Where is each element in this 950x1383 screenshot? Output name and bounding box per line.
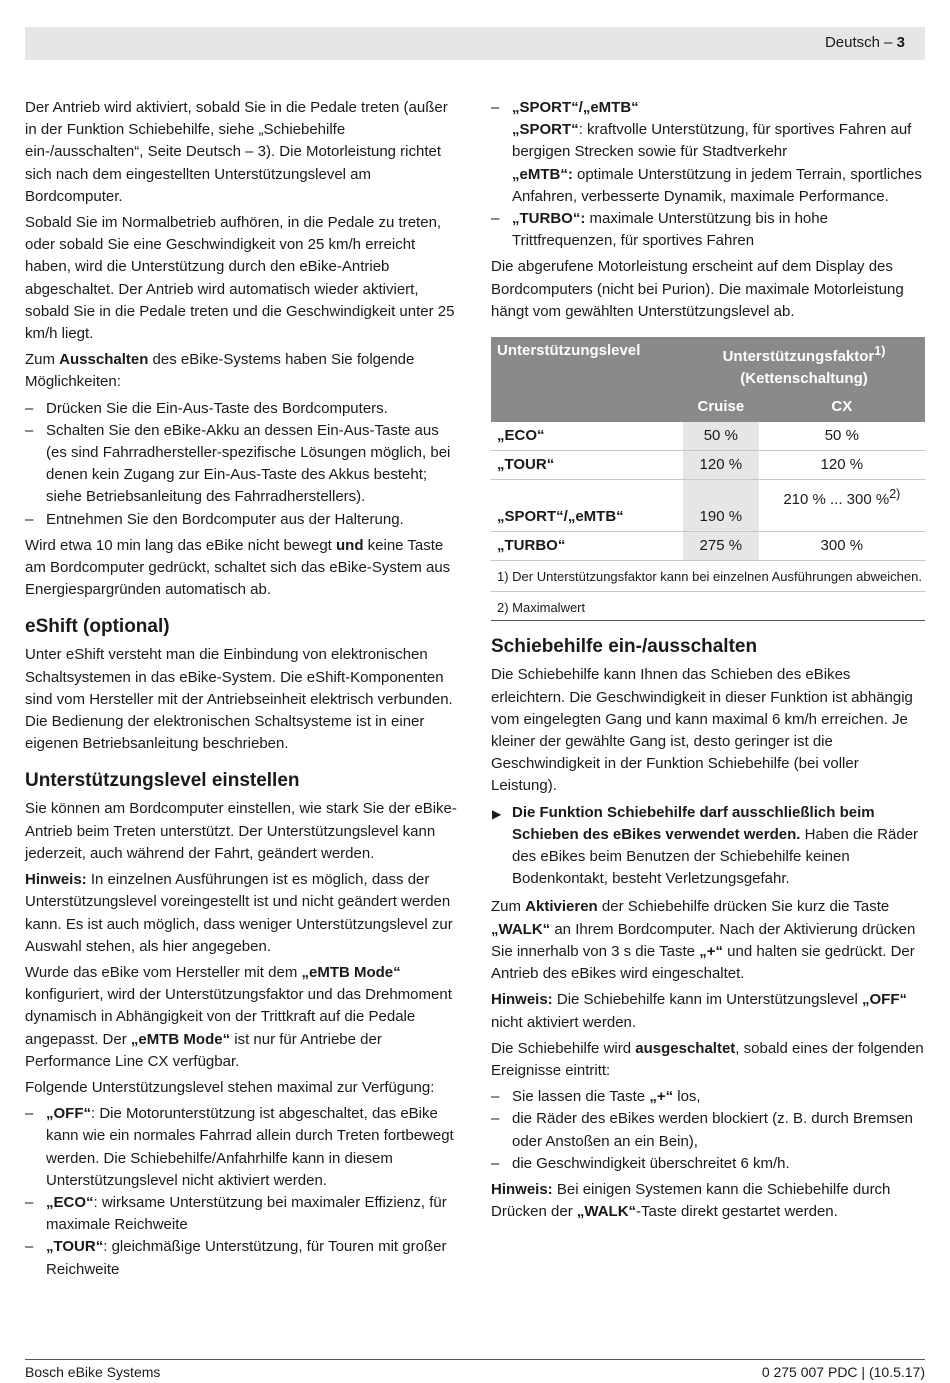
paragraph-push-assistance: Die Schiebehilfe kann Ihnen das Schieben des eBikes erleichtern. Die Geschwindigkeit in dieser Funktion ist abhängig vom eingelegten Gang und kann maximal 6 km/h erreichen. Je kleiner der gewählte Gang ist, desto geringer ist die Geschwindigkeit in der Funktion Schiebehilfe (bei voller Leistung).	[491, 666, 913, 795]
list-item: – Drücken Sie die Ein-Aus-Taste des Bordcomputers.	[25, 398, 457, 420]
text: maximale Unterstützung bis in hohe Trittfrequenzen, für sportives Fahren	[512, 210, 828, 250]
header-sep: –	[879, 34, 897, 51]
header-section: Deutsch	[824, 34, 880, 51]
bold-text: Die Funktion Schiebehilfe darf ausschließlich beim Schieben des eBikes verwendet werden.	[512, 803, 875, 843]
heading-support-level: Unterstützungslevel einstellen	[25, 770, 300, 792]
bold-text: „OFF“	[862, 991, 908, 1009]
table-row	[491, 532, 925, 561]
text: keine Taste am Bordcomputer gedrückt, schaltet sich das eBike-System aus Energiespargründen automatisch ab.	[25, 536, 451, 599]
deactivate-list	[491, 1086, 925, 1175]
text: 210 % ... 300 %	[783, 491, 890, 509]
text: und halten sie gedrückt. Der Antrieb des eBikes wird eingeschaltet.	[491, 942, 915, 983]
text: Zum	[25, 351, 60, 369]
bold-text: „+“	[699, 942, 723, 960]
paragraph-emtb-mode	[25, 962, 457, 1073]
text: Die Schiebehilfe kann im Unterstützungslevel	[552, 991, 863, 1009]
text: des eBike-Systems haben Sie folgende Möglichkeiten:	[25, 351, 415, 391]
table-footnote-2: 2) Maximalwert	[491, 592, 925, 621]
text: (Kettenschaltung)	[740, 370, 868, 388]
paragraph-display: Die abgerufene Motorleistung erscheint auf dem Display des Bordcomputers (nicht bei Purion). Die maximale Motorleistung hängt vom gewählten Unterstützungslevel ab.	[491, 258, 904, 320]
text: : wirksame Unterstützung bei maximaler Effizienz, für maximale Reichweite	[46, 1193, 447, 1234]
text: der Schiebehilfe drücken Sie kurz die Taste	[597, 898, 890, 916]
table-cell-level: „TOUR“	[491, 450, 683, 479]
list-item: – die Räder des eBikes werden blockiert (z. B. durch Bremsen oder Anstoßen an ein Bein),	[491, 1108, 925, 1152]
superscript: 1)	[874, 344, 886, 359]
text: Zum	[491, 898, 526, 916]
bold-text: „WALK“	[576, 1203, 637, 1221]
table-cell-cx: 50 %	[759, 422, 925, 451]
column-header-level: Unterstützungslevel	[491, 337, 683, 422]
table-cell-cruise: 120 %	[683, 450, 759, 479]
text: konfiguriert, wird der Unterstützungsfaktor und das Drehmoment dynamisch in Abhängigkeit von der Trittkraft auf die Pedale angepasst. Der	[25, 986, 452, 1048]
text: Die Schiebehilfe wird	[491, 1039, 636, 1057]
table-cell-level: „SPORT“/„eMTB“	[491, 480, 683, 532]
list-item-off	[25, 1103, 457, 1192]
paragraph-drive-activation: Der Antrieb wird aktiviert, sobald Sie in die Pedale treten (außer in der Funktion Schiebehilfe, siehe „Schiebehilfe ein-/ausschalten“, Seite Deutsch – 3). Die Motorleistung richtet sich nach dem eingestellten Unterstützungslevel am Bordcomputer.	[25, 99, 448, 205]
bold-text: und	[336, 536, 364, 554]
footer-doc-number: 0 275 007 PDC | (10.5.17)	[761, 1364, 925, 1380]
list-item-tour	[25, 1236, 457, 1280]
note-label: Hinweis:	[491, 1180, 553, 1198]
text: Unterstützungsfaktor	[722, 348, 875, 366]
level-name: „SPORT“	[512, 121, 579, 139]
text: nicht aktiviert werden.	[491, 1013, 637, 1031]
text: optimale Unterstützung in jedem Terrain, sportliches Anfahren, verbesserte Dynamik, maximale Performance.	[512, 165, 922, 205]
footer-brand: Bosch eBike Systems	[25, 1364, 161, 1380]
table-cell-cx	[759, 480, 925, 532]
bold-text: Ausschalten	[59, 351, 149, 369]
column-header-cruise: Cruise	[683, 393, 759, 421]
table-row	[491, 480, 925, 532]
table-row	[491, 450, 925, 479]
table-cell-cx: 120 %	[759, 450, 925, 479]
level-name: „SPORT“/„eMTB“	[512, 99, 639, 116]
heading-eshift: eShift (optional)	[25, 616, 170, 638]
right-column	[491, 97, 925, 1227]
table-cell-level: „TURBO“	[491, 532, 683, 561]
text: los,	[673, 1088, 701, 1106]
text: Haben die Räder des eBikes beim Benutzen der Schiebehilfe keinen Bodenkontakt, besteht Verletzungsgefahr.	[512, 825, 919, 888]
level-name: „TURBO“:	[512, 210, 586, 228]
text: Sie lassen die Taste	[512, 1088, 650, 1106]
levels-list	[25, 1103, 457, 1281]
note-walk-start	[491, 1179, 925, 1223]
bold-text: ausgeschaltet	[635, 1039, 736, 1057]
support-factor-table	[491, 337, 925, 561]
table-cell-cruise: 190 %	[683, 480, 759, 532]
paragraph-switch-off	[25, 349, 457, 393]
text: : Die Motorunterstützung ist abgeschaltet, das eBike kann wie ein normales Fahrrad allein durch Treten fortbewegt werden. Die Schiebehilfe/Anfahrhilfe kann in diesem Unterstützungslevel nicht aktiviert werden.	[46, 1105, 454, 1189]
bold-text: „eMTB Mode“	[130, 1030, 231, 1048]
bold-text: Aktivieren	[525, 898, 598, 916]
paragraph-normal-operation: Sobald Sie im Normalbetrieb aufhören, in die Pedale zu treten, oder sobald Sie eine Geschwindigkeit von 25 km/h erreicht haben, wird die Unterstützung durch den eBike-Antrieb abgeschaltet. Der Antrieb wird automatisch wieder aktiviert, sobald Sie in die Pedale treten und die Geschwindigkeit unter 25 km/h liegt.	[25, 214, 455, 343]
level-name: „eMTB“:	[512, 165, 573, 183]
table-row	[491, 422, 925, 451]
text: Bei einigen Systemen kann die Schiebehilfe durch Drücken der	[491, 1180, 891, 1221]
table-header-row	[491, 337, 925, 393]
level-name: „OFF“	[46, 1105, 91, 1123]
footer-divider	[25, 1359, 925, 1360]
bold-text: „WALK“	[491, 920, 551, 938]
text: Wurde das eBike vom Hersteller mit dem	[25, 963, 302, 981]
column-header-factor	[683, 337, 925, 393]
text: ist nur für Antriebe der Performance Line CX verfügbar.	[25, 1030, 382, 1070]
switch-off-list	[25, 398, 457, 531]
level-name: „TOUR“	[46, 1238, 104, 1256]
text: -Taste direkt gestartet werden.	[636, 1203, 838, 1221]
paragraph-deactivate	[491, 1038, 925, 1082]
bold-text: „eMTB Mode“	[301, 963, 401, 981]
text: an Ihrem Bordcomputer. Nach der Aktivierung drücken Sie innerhalb von 3 s die Taste	[491, 920, 916, 960]
level-name: „ECO“	[46, 1193, 94, 1211]
heading-push-assistance: Schiebehilfe ein-/ausschalten	[491, 636, 758, 658]
table-cell-cx: 300 %	[759, 532, 925, 561]
page-header	[25, 27, 925, 60]
list-item-sport-emtb	[491, 97, 925, 208]
note-label: Hinweis:	[491, 991, 553, 1009]
table-cell-level: „ECO“	[491, 422, 683, 451]
column-header-cx: CX	[759, 393, 925, 421]
note-preset	[25, 869, 457, 958]
paragraph-auto-off	[25, 535, 457, 602]
note-label: Hinweis:	[25, 871, 87, 889]
text: , sobald eines der folgenden Ereignisse eintritt:	[491, 1039, 924, 1079]
text: In einzelnen Ausführungen ist es möglich, dass der Unterstützungslevel voreingestellt ist und nicht geändert werden kann. Es ist auch möglich, dass weniger Unterstützungslevel zur Auswahl stehen, als hier angegeben.	[25, 871, 453, 955]
list-item-turbo	[491, 208, 925, 252]
list-item: – Schalten Sie den eBike-Akku an dessen Ein-Aus-Taste aus (es sind Fahrradhersteller-spezifische Lösungen möglich, bei denen kein Zugang zur Ein-Aus-Taste des Akkus besteht; siehe Betriebsanleitung des Fahrradherstellers).	[25, 420, 457, 509]
note-off-level	[491, 989, 925, 1033]
text: : gleichmäßige Unterstützung, für Touren mit großer Reichweite	[46, 1238, 447, 1278]
table-cell-cruise: 50 %	[683, 422, 759, 451]
header-page-number: 3	[896, 34, 905, 51]
paragraph-eshift: Unter eShift versteht man die Einbindung von elektronischen Schaltsystemen in das eBike-System. Die eShift-Komponenten sind vom Hersteller mit der Antriebseinheit elektrisch verbunden. Die Bedienung der elektronischen Schaltsysteme ist in einer eigenen Betriebsanleitung beschrieben.	[25, 646, 453, 753]
text: Wird etwa 10 min lang das eBike nicht bewegt	[25, 536, 336, 554]
paragraph-support-level: Sie können am Bordcomputer einstellen, wie stark Sie der eBike-Antrieb beim Treten unterstützt. Der Unterstützungslevel kann jederzeit, auch während der Fahrt, geändert werden.	[25, 800, 457, 862]
header-page-label	[825, 34, 905, 51]
paragraph-levels-intro: Folgende Unterstützungslevel stehen maximal zur Verfügung:	[25, 1078, 435, 1096]
table-cell-cruise: 275 %	[683, 532, 759, 561]
superscript: 2)	[889, 487, 901, 502]
left-column	[25, 97, 457, 1285]
paragraph-activate	[491, 896, 925, 985]
text: : kraftvolle Unterstützung, für sportives Fahren auf bergigen Strecken sowie für Stadtverkehr	[512, 121, 912, 161]
list-item-eco	[25, 1192, 457, 1236]
safety-warning	[491, 802, 925, 891]
bold-text: „+“	[649, 1088, 674, 1106]
levels-list-continued	[491, 97, 925, 252]
list-item: – die Geschwindigkeit überschreitet 6 km/h.	[491, 1153, 925, 1175]
table-footnote-1: 1) Der Unterstützungsfaktor kann bei einzelnen Ausführungen abweichen.	[491, 561, 925, 592]
triangle-right-icon: ▶	[492, 806, 502, 821]
list-item	[491, 1086, 925, 1108]
list-item: – Entnehmen Sie den Bordcomputer aus der Halterung.	[25, 509, 457, 531]
